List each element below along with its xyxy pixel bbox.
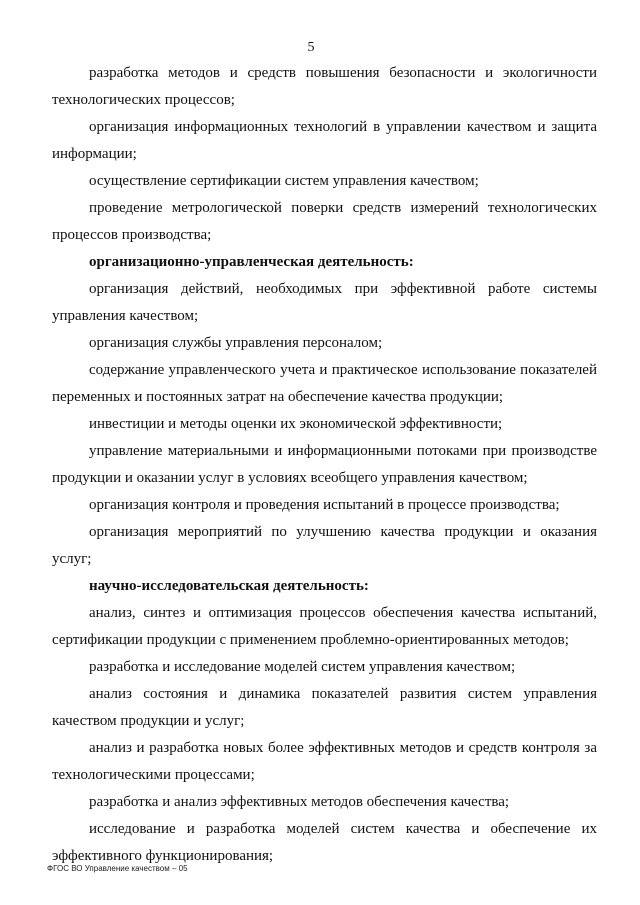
list-item: организация мероприятий по улучшению качества продукции и оказания услуг; [52, 524, 597, 567]
list-item: анализ, синтез и оптимизация процессов обеспечения качества испытаний, сертификации продукции с применением проблемно-ориентированных методов; [52, 605, 597, 648]
list-item: разработка методов и средств повышения безопасности и экологичности технологических процессов; [52, 65, 597, 108]
list-item: исследование и разработка моделей систем качества и обеспечение их эффективного функционирования; [52, 821, 597, 864]
section-heading: научно-исследовательская деятельность: [89, 578, 369, 594]
list-item: проведение метрологической поверки средств измерений технологических процессов производства; [52, 200, 597, 243]
page-number: 5 [307, 40, 315, 55]
list-item: разработка и анализ эффективных методов обеспечения качества; [89, 794, 510, 810]
list-item: управление материальными и информационными потоками при производстве продукции и оказании услуг в условиях всеобщего управления качеством; [52, 443, 597, 486]
list-item: разработка и исследование моделей систем управления качеством; [89, 659, 516, 675]
list-item: осуществление сертификации систем управления качеством; [89, 173, 479, 189]
list-item: анализ состояния и динамика показателей развития систем управления качеством продукции и услуг; [52, 686, 597, 729]
section-heading: организационно-управленческая деятельность: [89, 254, 414, 270]
document-body [52, 60, 597, 870]
page-footer: ФГОС ВО Управление качеством – 05 [47, 864, 188, 873]
list-item: организация информационных технологий в управлении качеством и защита информации; [52, 119, 597, 162]
list-item: организация контроля и проведения испытаний в процессе производства; [89, 497, 560, 513]
list-item: инвестиции и методы оценки их экономической эффективности; [89, 416, 503, 432]
list-item: анализ и разработка новых более эффективных методов и средств контроля за технологическими процессами; [52, 740, 597, 783]
list-item: содержание управленческого учета и практическое использование показателей переменных и постоянных затрат на обеспечение качества продукции; [52, 362, 597, 405]
list-item: организация действий, необходимых при эффективной работе системы управления качеством; [52, 281, 597, 324]
list-item: организация службы управления персоналом; [89, 335, 383, 351]
